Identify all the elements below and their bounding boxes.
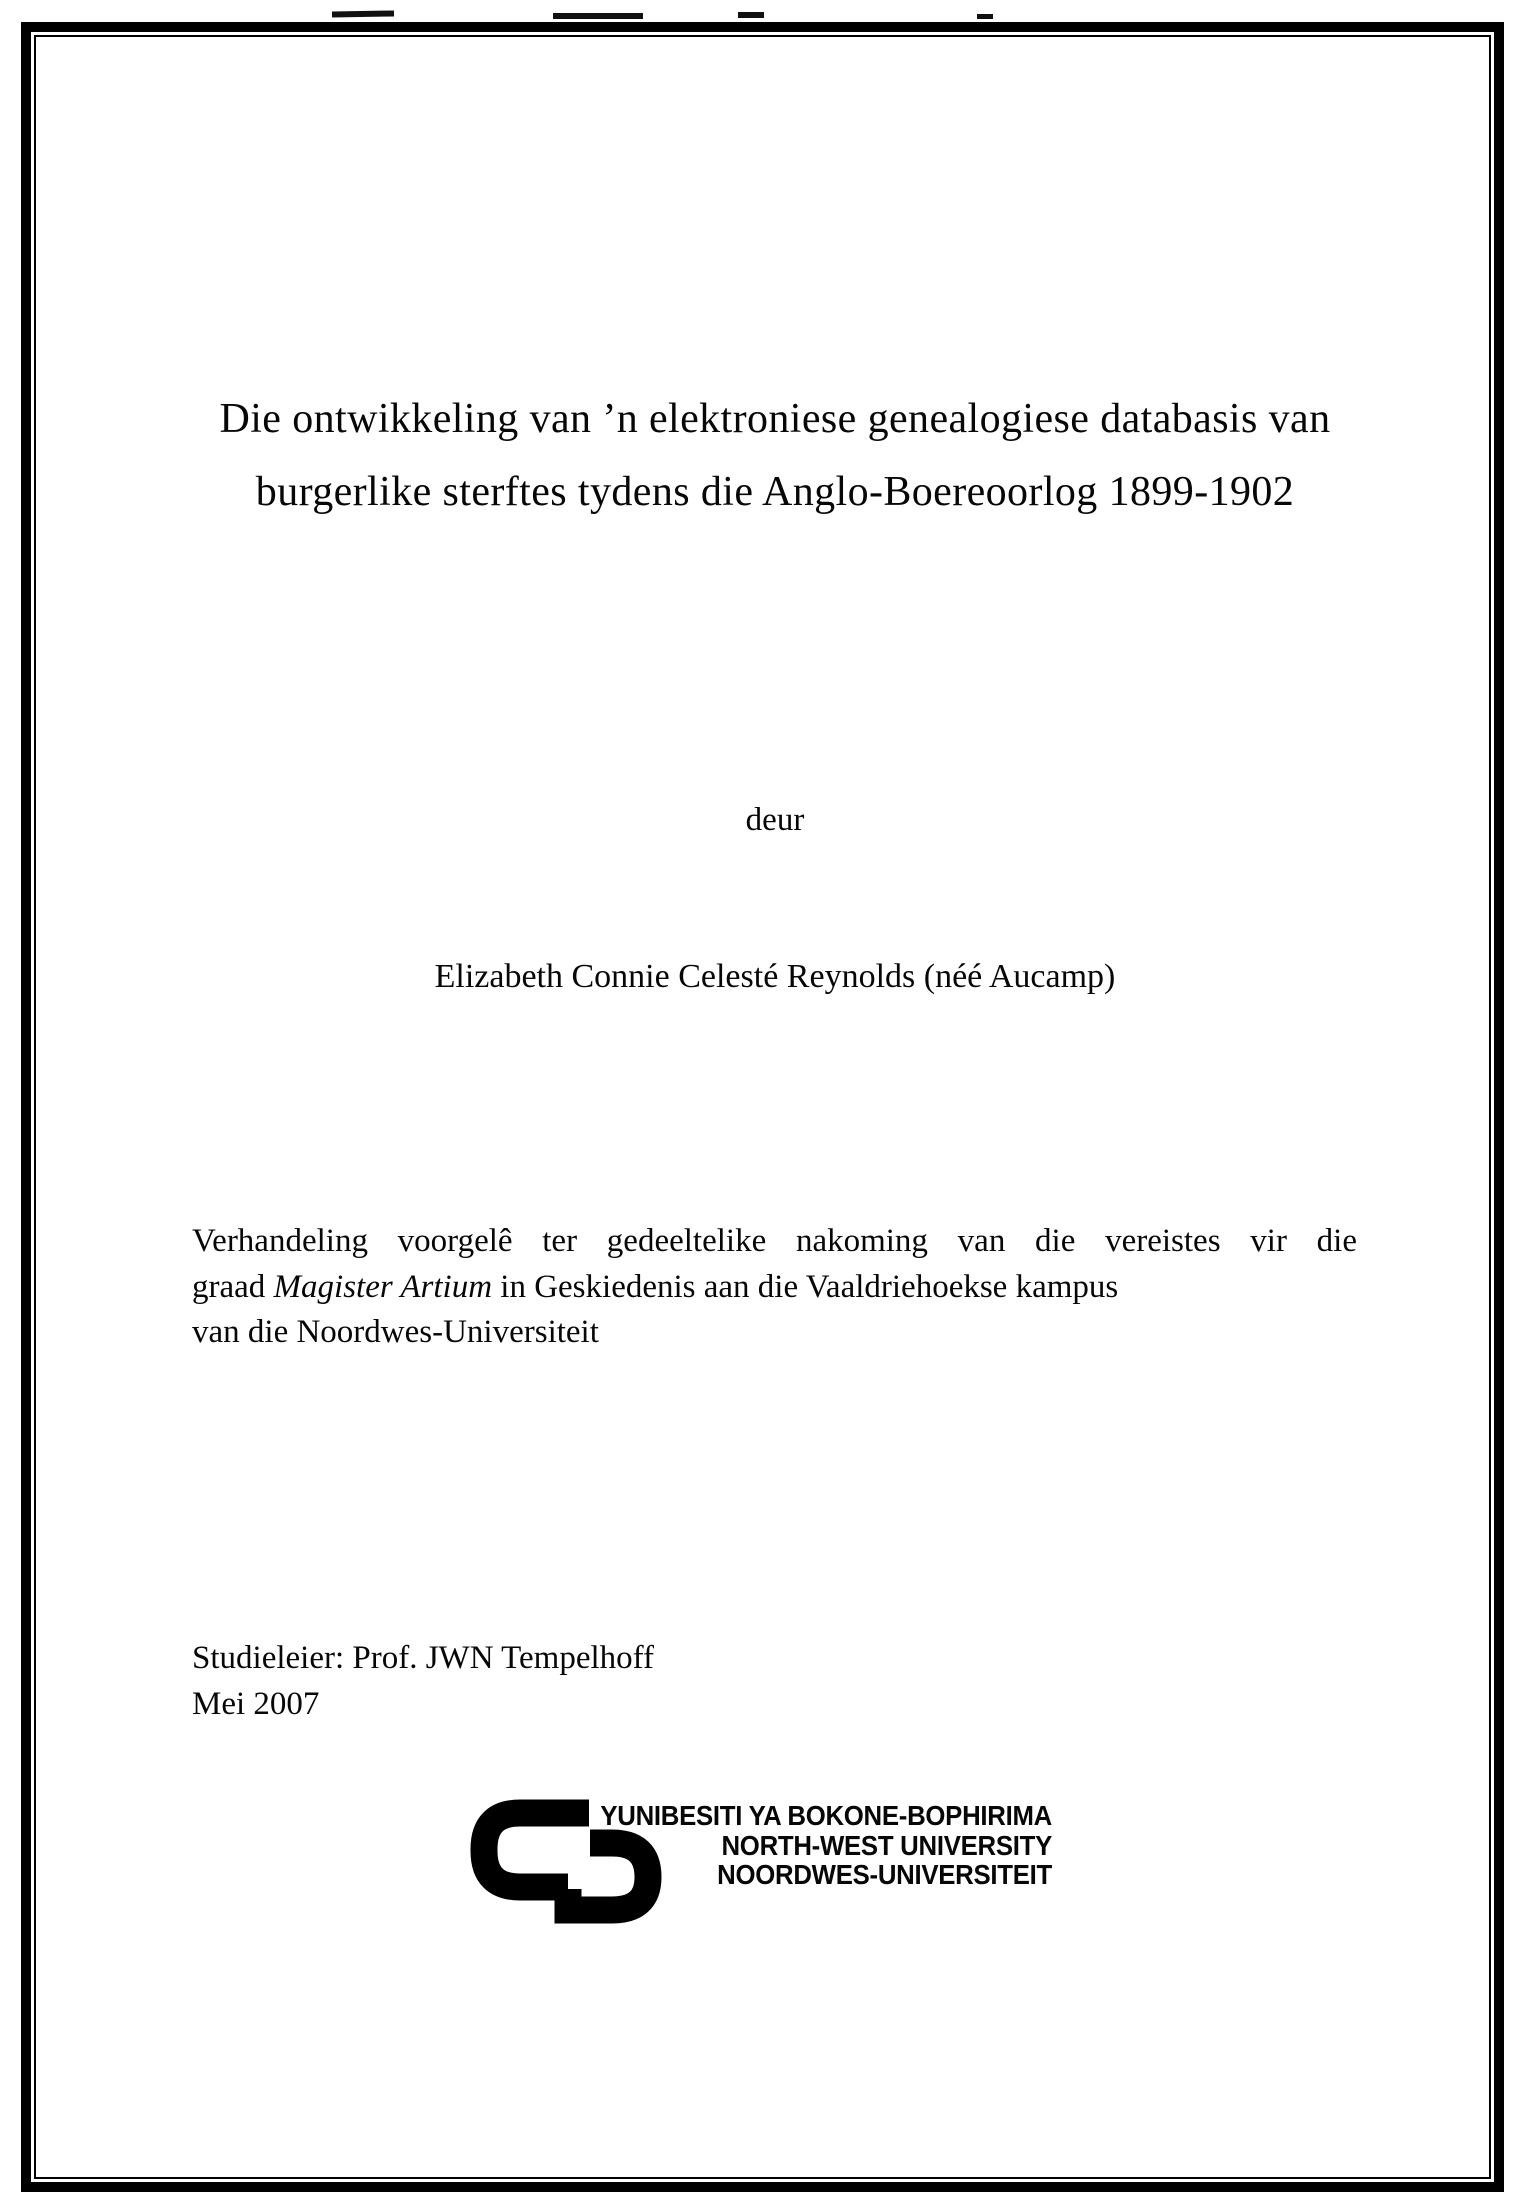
supervisor-line: Studieleier: Prof. JWN Tempelhoff — [192, 1640, 655, 1676]
supervisor-and-date — [192, 1635, 654, 1727]
degree-statement-line-2 — [192, 1265, 1357, 1311]
logo-text-line-english: NORTH-WEST UNIVERSITY — [721, 1829, 1052, 1861]
logo-link-upper-left — [484, 1813, 589, 1887]
logo-text-line-afrikaans: NOORDWES-UNIVERSITEIT — [717, 1859, 1052, 1890]
scan-artifact — [332, 10, 394, 17]
author-name: Elizabeth Connie Celesté Reynolds (néé Aucamp) — [434, 958, 1116, 995]
scan-artifact — [977, 14, 993, 19]
logo-text-line-setswana: YUNIBESITI YA BOKONE-BOPHIRIMA — [600, 1800, 1052, 1831]
degree-statement — [192, 1219, 1357, 1356]
date-line: Mei 2007 — [192, 1686, 320, 1722]
thesis-title-line-2: burgerlike sterftes tydens die Anglo-Boereoorlog 1899-1902 — [255, 469, 1295, 515]
scan-artifact — [738, 12, 764, 18]
scan-artifact — [553, 13, 643, 19]
degree-statement-line-1: Verhandeling voorgelê ter gedeeltelike nakoming van die vereistes vir die — [192, 1223, 1357, 1259]
degree-statement-line-2-prefix: graad — [192, 1268, 274, 1305]
byline-deur: deur — [745, 802, 805, 838]
university-logo-text — [592, 1801, 1052, 1890]
degree-statement-line-2-suffix: in Geskiedenis aan die Vaaldriehoekse kampus — [492, 1268, 1119, 1305]
thesis-title-line-1: Die ontwikkeling van ’n elektroniese genealogiese databasis van — [219, 396, 1331, 442]
degree-name-italic: Magister Artium — [273, 1268, 493, 1305]
degree-statement-line-3: van die Noordwes-Universiteit — [192, 1314, 599, 1350]
thesis-title — [95, 383, 1455, 529]
